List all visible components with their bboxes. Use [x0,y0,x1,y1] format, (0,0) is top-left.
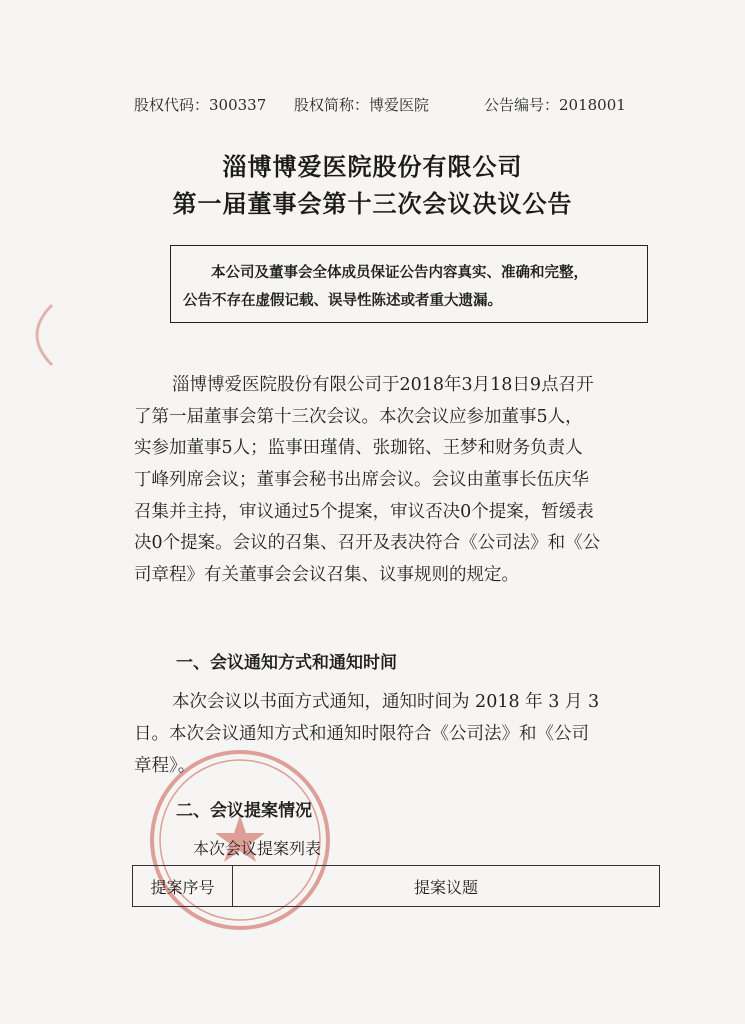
margin-seal-mark [12,300,58,370]
intro-line: 实参加董事5人；监事田瑾倩、张珈铭、王梦和财务负责人 [134,438,583,459]
intro-line: 丁峰列席会议；董事会秘书出席会议。会议由董事长伍庆华 [134,470,589,491]
intro-paragraph [134,370,634,592]
guarantee-notice-box [170,245,648,323]
proposal-table-caption: 本次会议提案列表 [193,839,322,858]
section-heading-notice-method: 一、会议通知方式和通知时间 [176,653,397,673]
stock-abbreviation: 股权简称：博爱医院 [294,96,430,114]
table-header-proposal-no: 提案序号 [133,866,233,906]
proposal-table [132,865,660,907]
notice-line-1: 本公司及董事会全体成员保证公告内容真实、准确和完整， [211,265,588,281]
notice-line-2: 公告不存在虚假记载、误导性陈述或者重大遗漏。 [183,293,502,309]
company-title: 淄博博爱医院股份有限公司 [222,153,523,181]
intro-line: 了第一届董事会第十三次会议。本次会议应参加董事5人， [134,406,583,427]
table-header-proposal-topic: 提案议题 [413,877,478,897]
section1-line: 本次会议以书面方式通知，通知时间为 2018 年 3 月 3 [172,692,600,712]
intro-line: 决0个提案。会议的召集、召开及表决符合《公司法》和《公 [134,533,601,554]
section1-line: 日。本次会议通知方式和通知时限符合《公司法》和《公司 [134,724,589,744]
intro-line: 淄博博爱医院股份有限公司于2018年3月18日9点召开 [172,375,594,395]
notice-number: 公告编号：2018001 [484,96,626,114]
intro-line: 司章程》有关董事会会议召集、议事规则的规定。 [134,565,519,586]
section1-line: 章程》。 [134,756,196,776]
intro-line: 召集并主持，审议通过5个提案，审议否决0个提案，暂缓表 [134,501,594,522]
header-info-line [134,94,634,115]
notice-method-paragraph [134,686,634,782]
section-heading-proposals: 二、会议提案情况 [176,801,312,821]
stock-code: 股权代码：300337 [134,96,267,114]
announcement-title: 第一届董事会第十三次会议决议公告 [172,190,573,218]
